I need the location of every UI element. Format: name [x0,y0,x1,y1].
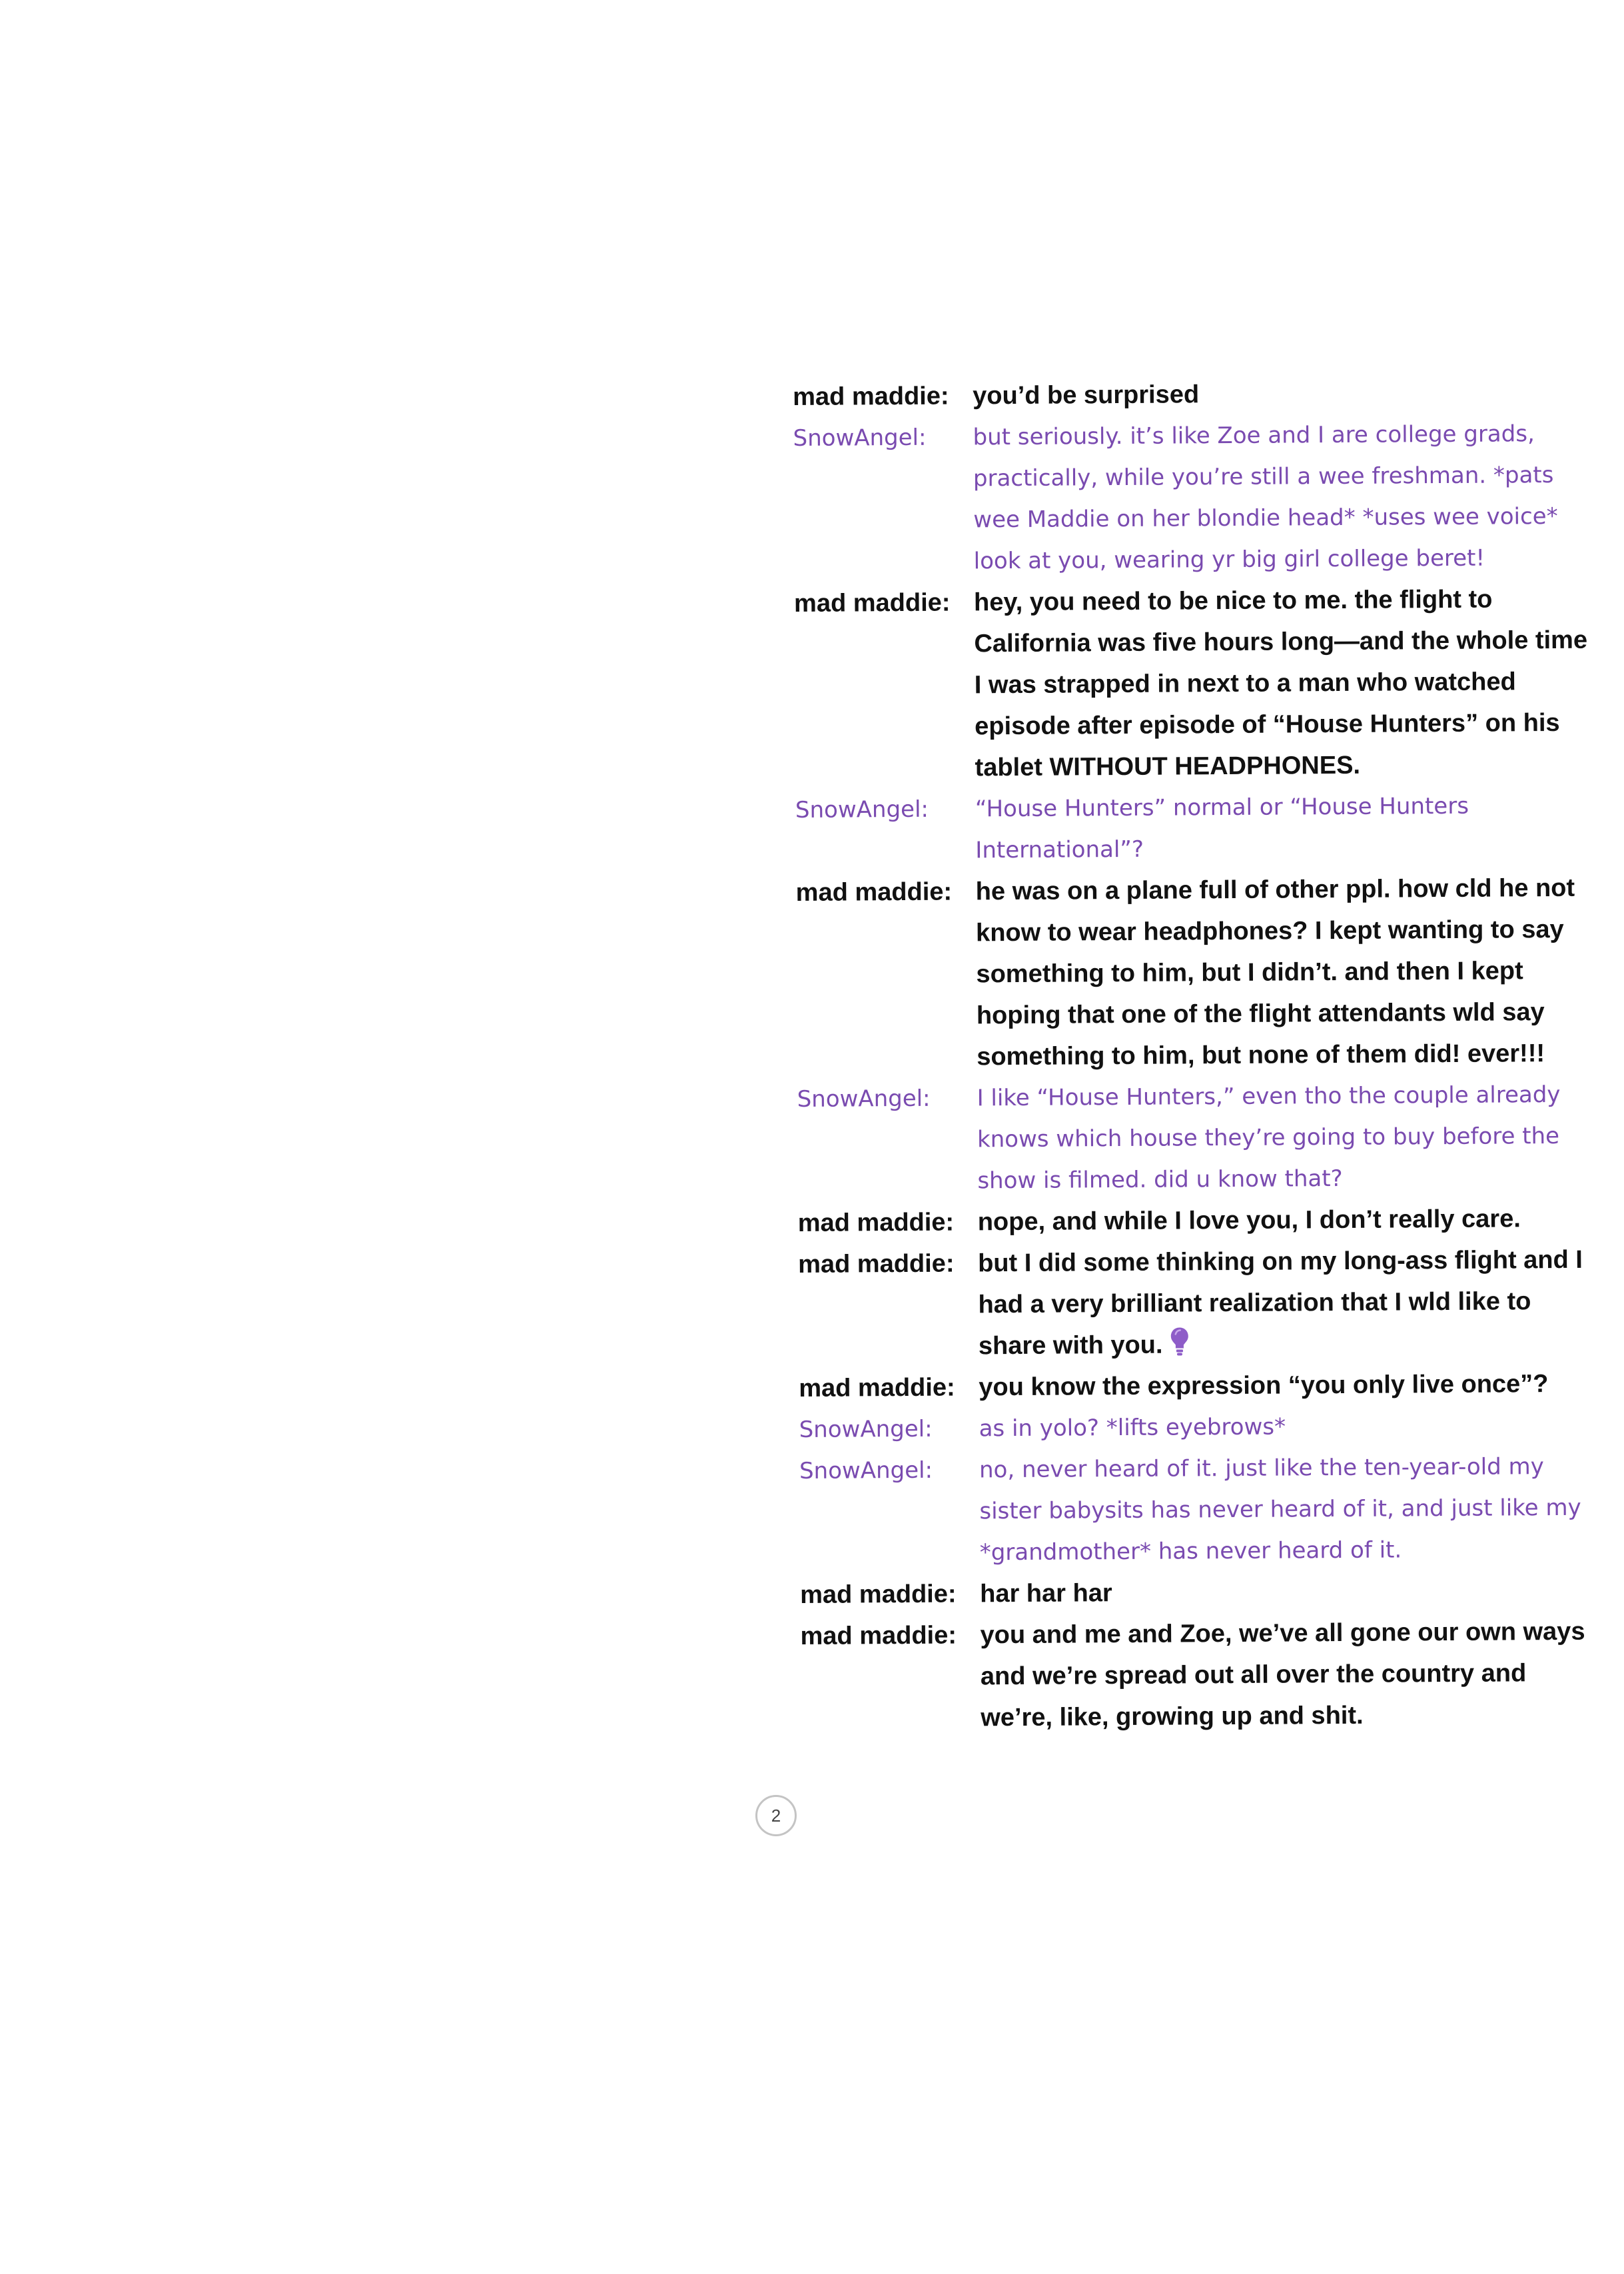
message-text-wrapper [978,1239,1598,1367]
chat-message [797,1074,1610,1203]
message-text: but I did some thinking on my long-ass flight and I had a very brilliant realization that I wld like to share with you. [978,1245,1583,1361]
message-text: you and me and Zoe, we’ve all gone our own ways and we’re spread out all over the country and we’re, like, growing up and shit. [980,1617,1585,1732]
message-sender: mad maddie: [797,1208,955,1237]
message-text: nope, and while I love you, I don’t really care. [977,1205,1521,1237]
chat-message [799,1363,1611,1409]
message-sender: SnowAngel: [793,424,927,452]
message-text: “House Hunters” normal or “House Hunters International”? [975,792,1469,864]
message-sender: mad maddie: [793,588,951,618]
message-sender: mad maddie: [800,1580,957,1609]
message-sender: mad maddie: [800,1621,957,1650]
message-sender: SnowAngel: [799,1415,933,1443]
chat-message [793,413,1606,583]
chat-message [798,1198,1611,1244]
message-text: but seriously. it’s like Zoe and I are college grads, practically, while you’re still a wee freshman. *pats wee Maddie on her blondie head* *uses wee voice* look at you, wearing yr big girl college beret! [973,420,1558,575]
chat-message [796,867,1610,1079]
message-sender: mad maddie: [799,1373,955,1403]
chat-transcript [793,372,1613,1740]
message-text: you know the expression “you only live once”? [979,1370,1549,1402]
message-text: har har har [980,1579,1112,1608]
chat-message [800,1611,1613,1740]
message-sender: SnowAngel: [795,796,929,824]
message-text: he was on a plane full of other ppl. how cld he not know to wear headphones? I kept wanting to say something to him, but I didn’t. and then I kept hoping that one of the flight attendants wld say something to him, but none of them did! ever!!! [975,873,1575,1071]
chat-message [794,578,1608,790]
message-sender: mad maddie: [793,382,949,411]
chat-message [799,1405,1611,1450]
chat-message [800,1570,1613,1616]
page-number: 2 [755,1795,797,1836]
message-sender: mad maddie: [798,1249,955,1279]
message-text: I like “House Hunters,” even tho the couple already knows which house they’re going to buy before the show is filmed. did u know that? [977,1081,1561,1195]
message-text: hey, you need to be nice to me. the flight to California was five hours long—and the whole time I was strapped in next to a man who watched episode after episode of “House Hunters” on his tablet WITHOUT HEADPHONES. [973,585,1588,782]
chat-message [793,372,1605,418]
chat-message [799,1446,1613,1574]
message-text: as in yolo? *lifts eyebrows* [979,1413,1286,1442]
message-sender: mad maddie: [795,877,953,907]
chat-message [798,1239,1611,1368]
chat-message [795,785,1609,872]
message-text: you’d be surprised [973,380,1200,410]
lightbulb-icon [1169,1326,1189,1357]
message-sender: SnowAngel: [797,1085,931,1113]
message-sender: SnowAngel: [799,1456,933,1484]
message-text: no, never heard of it. just like the ten-year-old my sister babysits has never heard of it, and just like my *grandmother* has never heard of it. [979,1453,1581,1566]
